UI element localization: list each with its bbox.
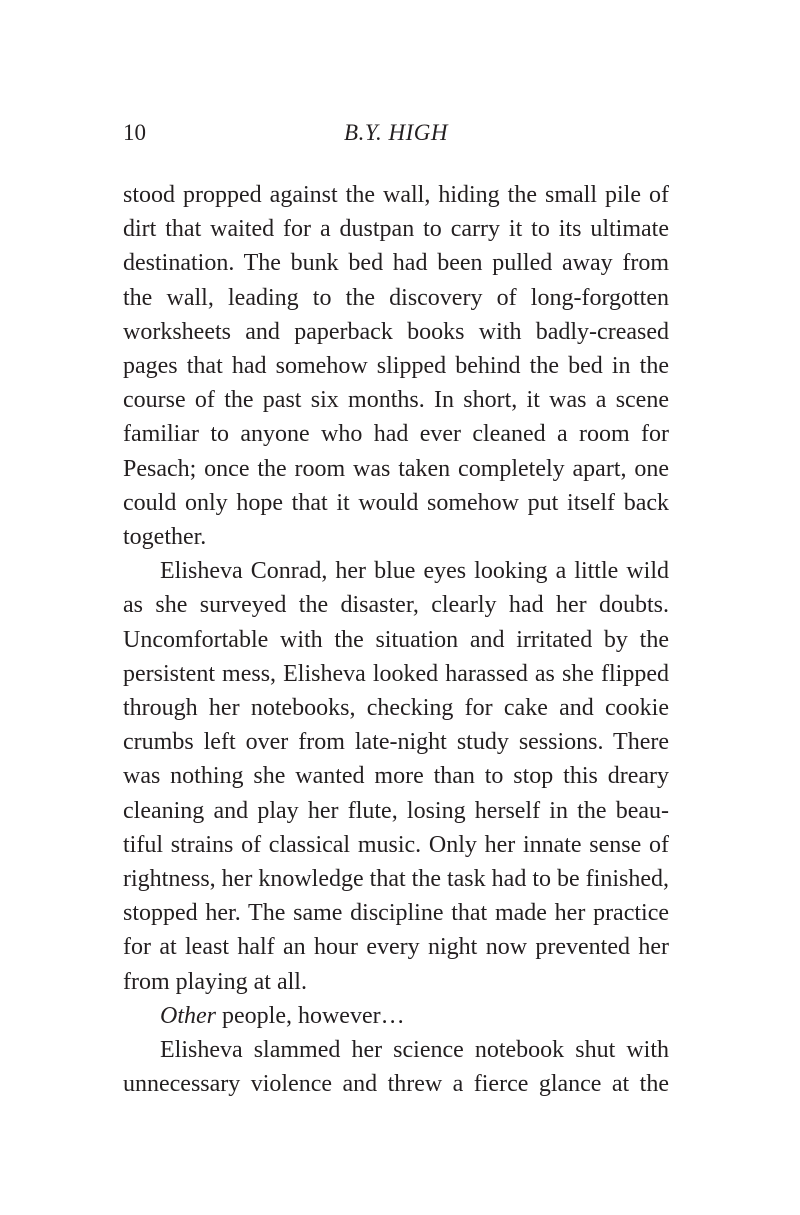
italic-lead-word: Other	[160, 1002, 216, 1029]
paragraph-other-people	[123, 999, 669, 1033]
paragraph-notebook-slammed: Elisheva slammed her science notebook shut with unnecessary violence and threw a fierce glance at the	[123, 1037, 669, 1098]
page-number: 10	[123, 120, 146, 145]
paragraph-other-people-text: people, however…	[216, 1002, 405, 1029]
book-page	[123, 116, 669, 1101]
book-title: B.Y. HIGH	[344, 120, 448, 145]
paragraph-elisheva-conrad: Elisheva Conrad, her blue eyes looking a little wild as she surveyed the disaster, clearly had her doubts. Uncomfortable with the situation and irritated by the persistent mess, Elisheva looked harassed as she flipped through her notebooks, checking for cake and cookie crumbs left over from late-night study sessions. There was nothing she wanted more than to stop this dreary cleaning and play her flute, losing herself in the beautiful strains of classical music. Only her innate sense of rightness, her knowledge that the task had to be finished, stopped her. The same discipline that made her practice for at least half an hour every night now prevented her from playing at all.	[123, 558, 669, 995]
body-text	[123, 178, 669, 1101]
paragraph-continued: stood propped against the wall, hiding the small pile of dirt that waited for a dustpan to carry it to its ultimate destination. The bunk bed had been pulled away from the wall, leading to the discovery of long-forgotten worksheets and paperback books with badly-creased pages that had somehow slipped behind the bed in the course of the past six months. In short, it was a scene familiar to anyone who had ever cleaned a room for Pesach; once the room was taken completely apart, one could only hope that it would somehow put itself back together.	[123, 182, 669, 551]
running-head	[123, 116, 669, 150]
